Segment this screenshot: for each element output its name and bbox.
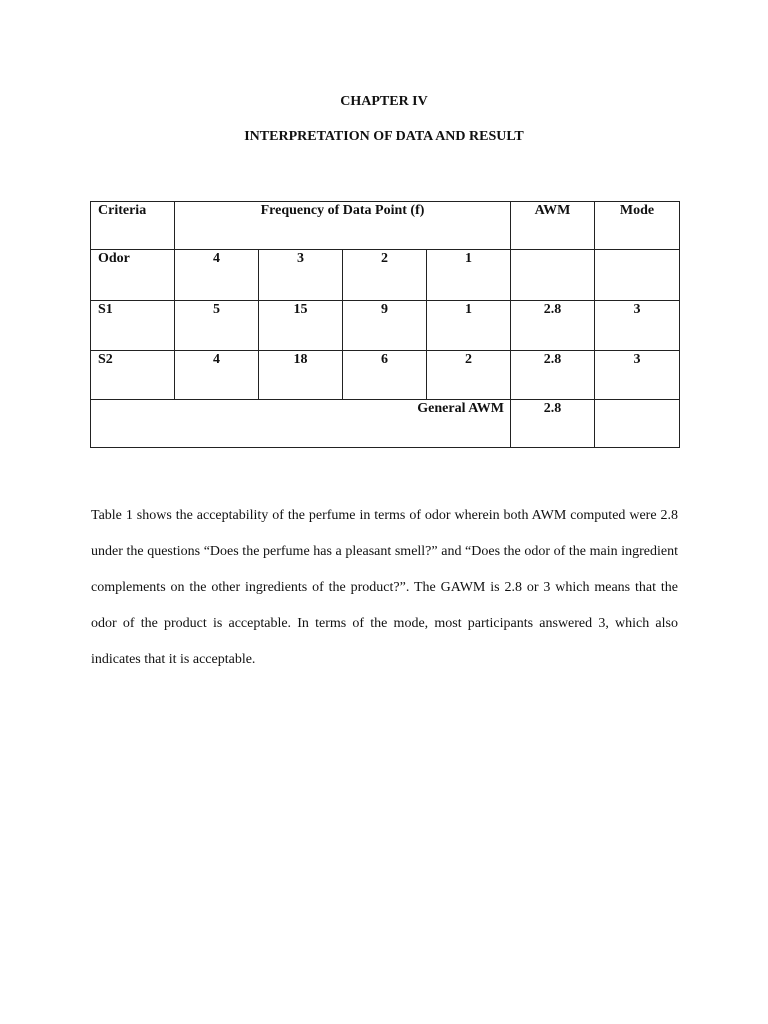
results-table bbox=[90, 201, 680, 448]
odor-point: 4 bbox=[213, 251, 220, 266]
general-awm-label-cell bbox=[91, 400, 511, 448]
body-paragraph: Table 1 shows the acceptability of the perfume in terms of odor wherein both AWM computed were 2.8 under the questions “Does the perfume has a pleasant smell?” and “Does the odor of the main ingredient complements on the other ingredients of the product?”. The GAWM is 2.8 or 3 which means that the odor of the product is acceptable. In terms of the mode, most participants answered 3, which also indicates that it is acceptable. bbox=[91, 508, 678, 667]
odor-point-cell bbox=[427, 250, 511, 301]
odor-label bbox=[91, 250, 175, 301]
table-cell bbox=[175, 351, 259, 400]
awm-value: 2.8 bbox=[543, 302, 562, 317]
mode-cell bbox=[595, 351, 680, 400]
header-criteria-text: Criteria bbox=[98, 203, 147, 218]
odor-awm-cell bbox=[511, 250, 595, 301]
odor-mode-cell bbox=[595, 250, 680, 301]
cell-value: 4 bbox=[213, 352, 220, 367]
header-criteria bbox=[91, 202, 175, 250]
header-mode-text: Mode bbox=[619, 203, 655, 218]
row-label-cell bbox=[91, 351, 175, 400]
row-label-cell bbox=[91, 301, 175, 351]
chapter-title: INTERPRETATION OF DATA AND RESULT bbox=[244, 129, 524, 144]
odor-point: 3 bbox=[297, 251, 304, 266]
odor-point: 2 bbox=[381, 251, 388, 266]
table-row-general bbox=[91, 400, 680, 448]
table-row bbox=[91, 301, 680, 351]
odor-mode bbox=[595, 250, 679, 251]
header-frequency-text: Frequency of Data Point (f) bbox=[260, 203, 425, 218]
awm-cell bbox=[511, 301, 595, 351]
general-mode-cell bbox=[595, 400, 680, 448]
row-label: S2 bbox=[98, 352, 113, 367]
table-cell bbox=[259, 351, 343, 400]
table-cell bbox=[427, 351, 511, 400]
table-header-row bbox=[91, 202, 680, 250]
general-awm-value: 2.8 bbox=[543, 401, 562, 416]
mode-value: 3 bbox=[633, 302, 641, 317]
table-cell bbox=[343, 351, 427, 400]
mode-value: 3 bbox=[633, 352, 641, 367]
awm-cell bbox=[511, 351, 595, 400]
cell-value: 9 bbox=[381, 302, 388, 317]
mode-cell bbox=[595, 301, 680, 351]
header-frequency bbox=[175, 202, 511, 250]
odor-point-cell bbox=[259, 250, 343, 301]
table-cell bbox=[259, 301, 343, 351]
odor-point: 1 bbox=[465, 251, 472, 266]
table-row bbox=[91, 351, 680, 400]
cell-value: 2 bbox=[465, 352, 472, 367]
header-mode bbox=[595, 202, 680, 250]
awm-value: 2.8 bbox=[543, 352, 562, 367]
general-awm-cell bbox=[511, 400, 595, 448]
cell-value: 15 bbox=[293, 302, 308, 317]
odor-point-cell bbox=[343, 250, 427, 301]
cell-value: 1 bbox=[465, 302, 472, 317]
odor-awm bbox=[511, 250, 594, 251]
odor-point-cell bbox=[175, 250, 259, 301]
header-awm-text: AWM bbox=[534, 203, 571, 218]
header-awm bbox=[511, 202, 595, 250]
odor-label-text: Odor bbox=[98, 251, 130, 266]
table-row-odor bbox=[91, 250, 680, 301]
cell-value: 18 bbox=[293, 352, 308, 367]
cell-value: 6 bbox=[381, 352, 388, 367]
table-cell bbox=[427, 301, 511, 351]
row-label: S1 bbox=[98, 302, 113, 317]
general-mode-value bbox=[595, 400, 679, 401]
chapter-heading: CHAPTER IV bbox=[340, 94, 428, 109]
table-cell bbox=[175, 301, 259, 351]
general-awm-label: General AWM bbox=[417, 401, 505, 416]
cell-value: 5 bbox=[213, 302, 220, 317]
table-cell bbox=[343, 301, 427, 351]
